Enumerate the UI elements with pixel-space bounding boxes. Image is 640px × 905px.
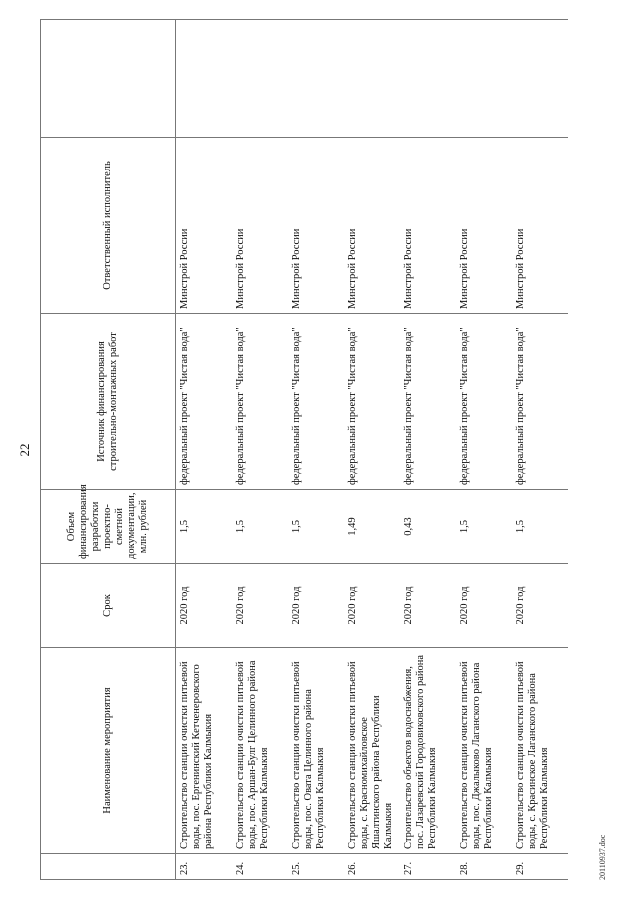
header-source: Источник финансирования строительно-монтажных работ	[41, 314, 176, 490]
cell-blank	[176, 20, 233, 138]
table-row	[176, 20, 233, 880]
cell-source: федеральный проект "Чистая вода"	[288, 314, 344, 490]
cell-source: федеральный проект "Чистая вода"	[176, 314, 233, 490]
cell-num: 27.	[400, 854, 456, 880]
header-volume: Объем финансирования разработки проектно-сметной документации, млн. рублей	[41, 490, 176, 564]
cell-name: Строительство станции очистки питьевой воды, с. Красинское Лаганского района Республики Калмыкия	[512, 648, 568, 854]
cell-num: 23.	[176, 854, 233, 880]
table-row	[456, 20, 512, 880]
cell-name: Строительство станции очистки питьевой воды, пос. Джалыково Лаганского района Республики Калмыкия	[456, 648, 512, 854]
cell-volume: 1,49	[344, 490, 400, 564]
cell-name: Строительство станции очистки питьевой воды, с. Красномихайловское Яшалтинского района Республики Калмыкия	[344, 648, 400, 854]
cell-source: федеральный проект "Чистая вода"	[456, 314, 512, 490]
cell-volume: 1,5	[288, 490, 344, 564]
header-term: Срок	[41, 564, 176, 648]
cell-num: 24.	[232, 854, 288, 880]
cell-term: 2020 год	[176, 564, 233, 648]
header-num	[41, 854, 176, 880]
cell-num: 25.	[288, 854, 344, 880]
cell-blank	[512, 20, 568, 138]
cell-volume: 1,5	[176, 490, 233, 564]
cell-term: 2020 год	[232, 564, 288, 648]
header-executor: Ответственный исполнитель	[41, 138, 176, 314]
cell-term: 2020 год	[456, 564, 512, 648]
cell-name: Строительство станции очистки питьевой воды, пос. Овата Целинного района Республики Калмыкия	[288, 648, 344, 854]
cell-executor: Минстрой России	[344, 138, 400, 314]
cell-num: 26.	[344, 854, 400, 880]
table-row	[288, 20, 344, 880]
cell-source: федеральный проект "Чистая вода"	[400, 314, 456, 490]
table-row	[232, 20, 288, 880]
measures-table	[40, 19, 568, 880]
cell-term: 2020 год	[512, 564, 568, 648]
cell-volume: 1,5	[232, 490, 288, 564]
cell-blank	[344, 20, 400, 138]
header-blank	[41, 20, 176, 138]
cell-name: Строительство объектов водоснабжения, пос. Лазаревский Городовиковского района Республики Калмыкия	[400, 648, 456, 854]
cell-num: 28.	[456, 854, 512, 880]
cell-executor: Минстрой России	[512, 138, 568, 314]
cell-name: Строительство станции очистки питьевой воды, пос. Ергенинский Кетченеровского района Республики Калмыкия	[176, 648, 233, 854]
table-header-row	[41, 20, 176, 880]
header-name: Наименование мероприятия	[41, 648, 176, 854]
table-row	[400, 20, 456, 880]
cell-volume: 0,43	[400, 490, 456, 564]
cell-blank	[400, 20, 456, 138]
cell-source: федеральный проект "Чистая вода"	[512, 314, 568, 490]
cell-volume: 1,5	[512, 490, 568, 564]
table-row	[344, 20, 400, 880]
cell-name: Строительство станции очистки питьевой воды, пос. Аршан-Булг Целинного района Республики Калмыкия	[232, 648, 288, 854]
page-number: 22	[17, 443, 32, 457]
cell-blank	[288, 20, 344, 138]
cell-executor: Минстрой России	[288, 138, 344, 314]
cell-executor: Минстрой России	[400, 138, 456, 314]
cell-executor: Минстрой России	[456, 138, 512, 314]
cell-executor: Минстрой России	[232, 138, 288, 314]
cell-volume: 1,5	[456, 490, 512, 564]
cell-term: 2020 год	[344, 564, 400, 648]
cell-term: 2020 год	[400, 564, 456, 648]
cell-blank	[232, 20, 288, 138]
cell-source: федеральный проект "Чистая вода"	[344, 314, 400, 490]
cell-executor: Минстрой России	[176, 138, 233, 314]
cell-num: 29.	[512, 854, 568, 880]
footer-file-code: 20110937.doc	[598, 834, 607, 880]
cell-term: 2020 год	[288, 564, 344, 648]
cell-blank	[456, 20, 512, 138]
rotated-content	[15, 20, 625, 880]
table-row	[512, 20, 568, 880]
cell-source: федеральный проект "Чистая вода"	[232, 314, 288, 490]
